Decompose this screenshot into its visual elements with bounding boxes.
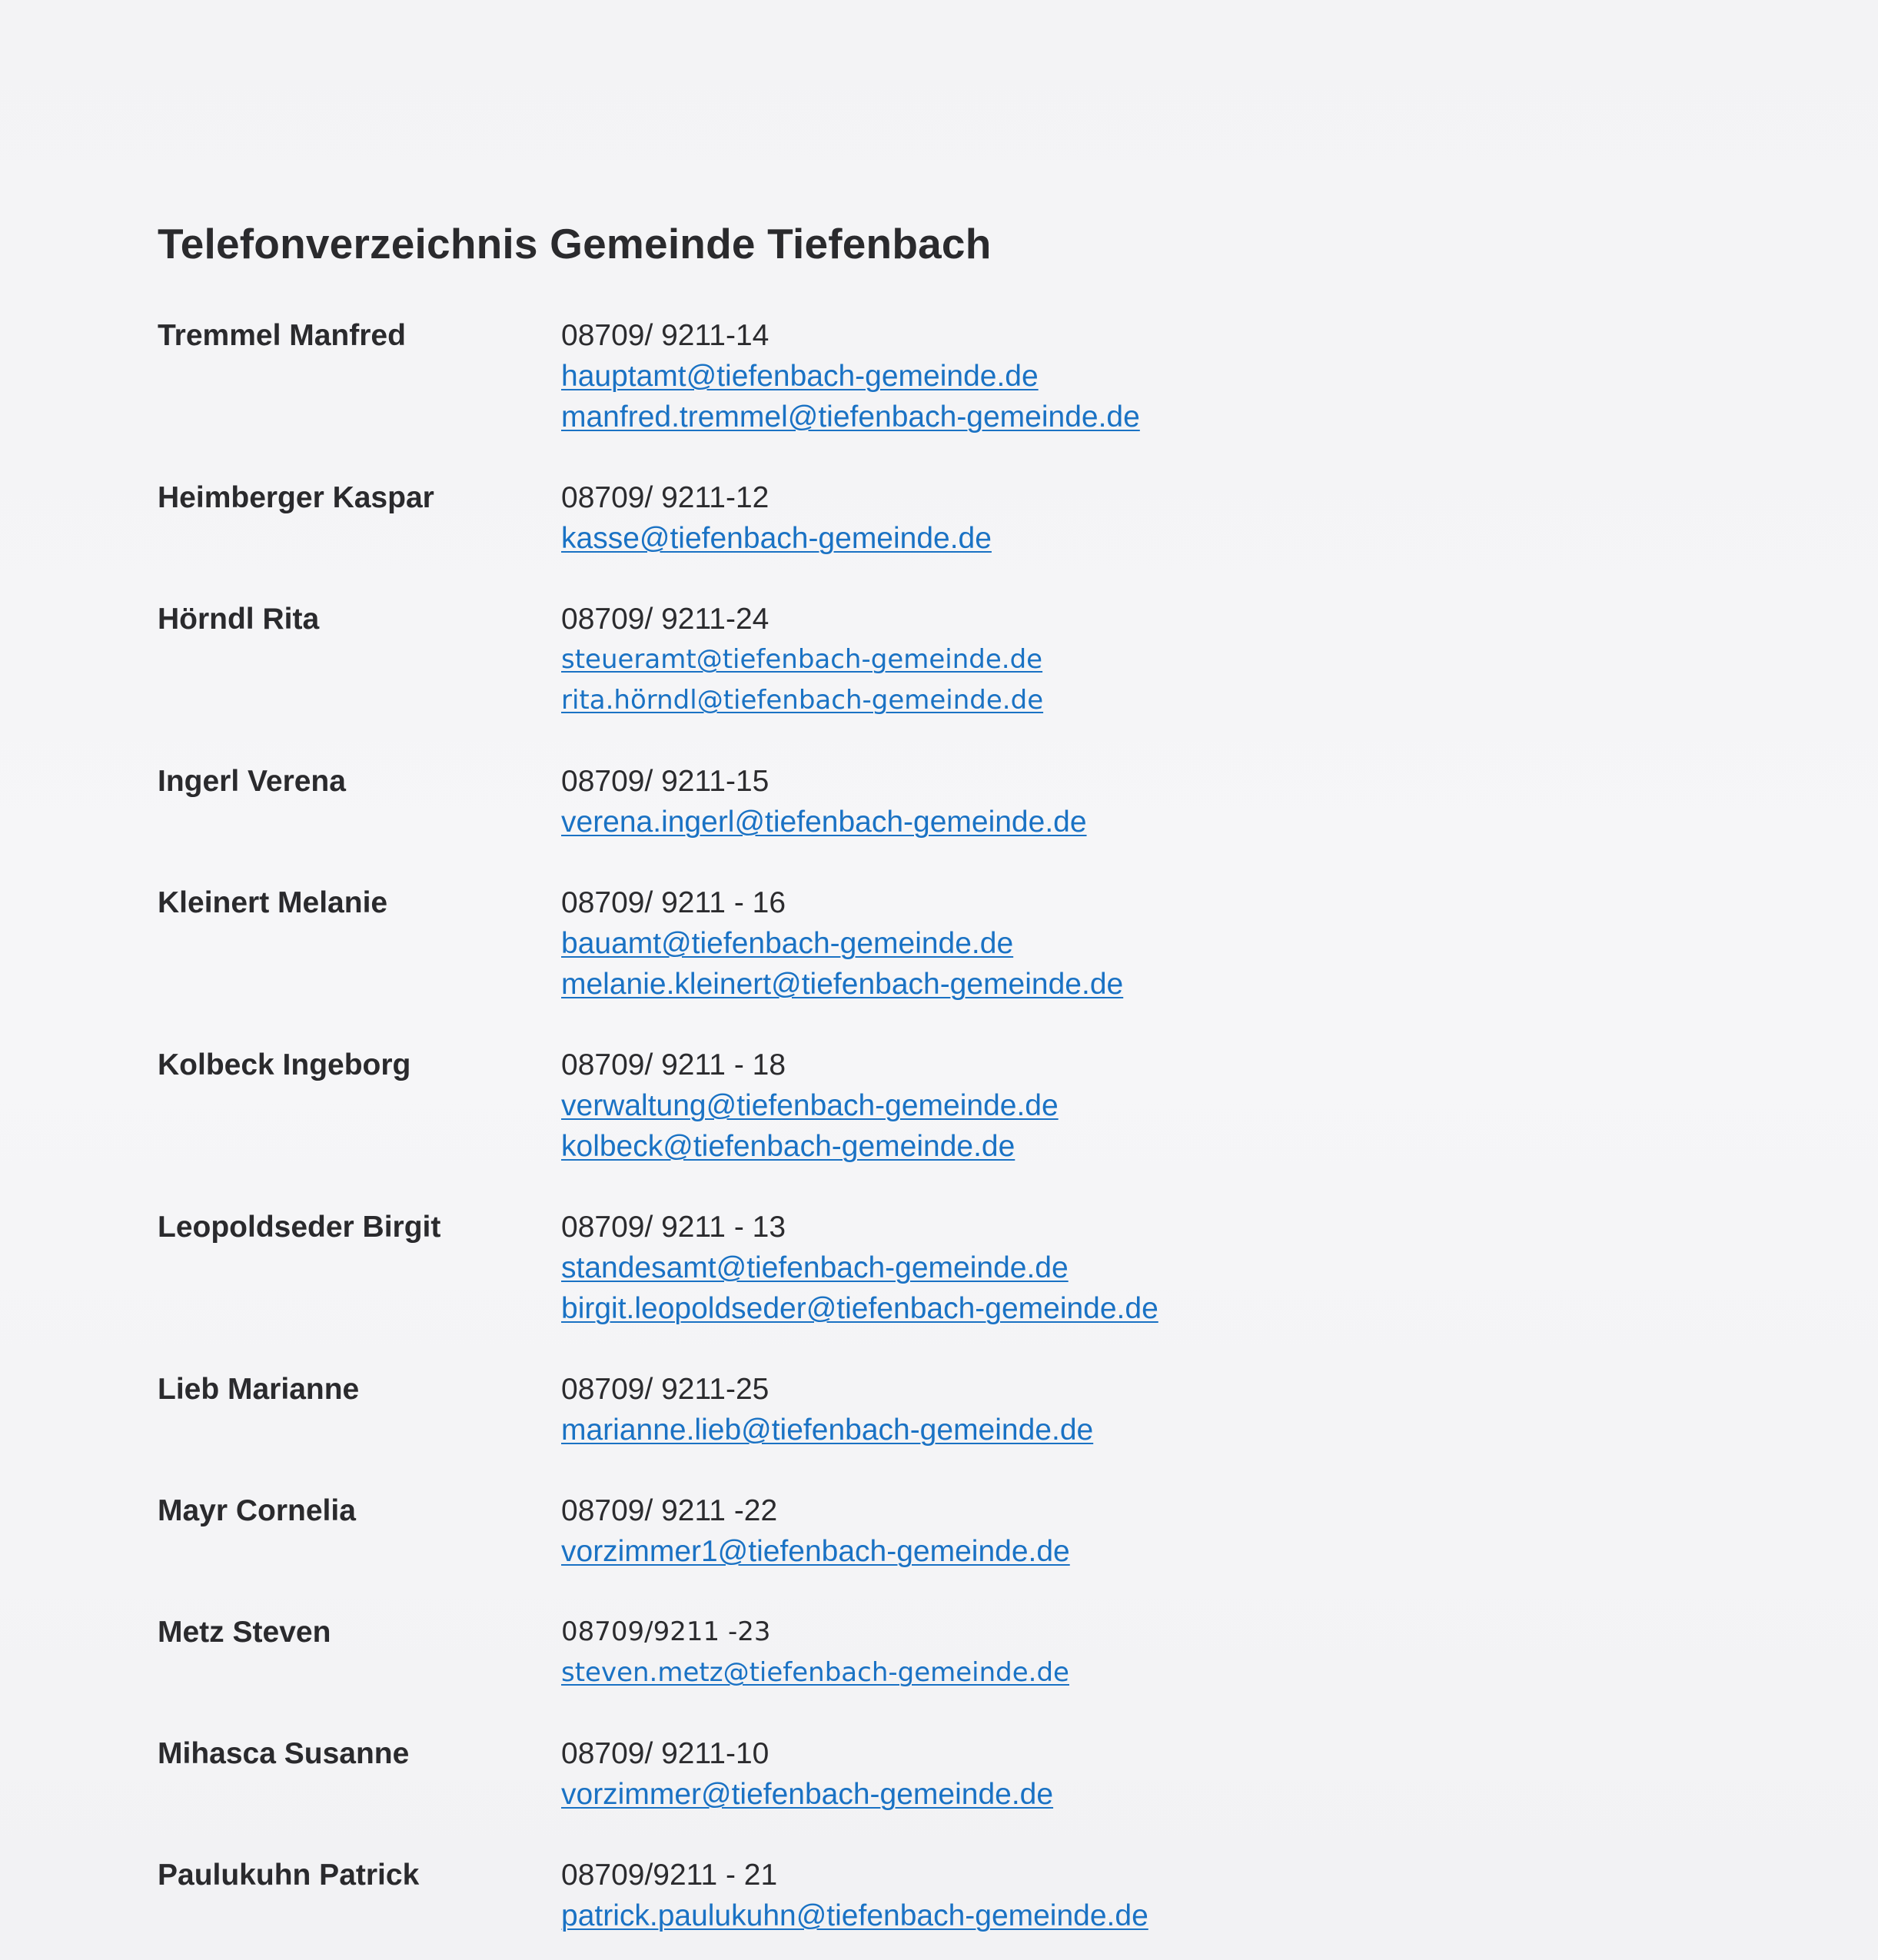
phone-number: 08709/ 9211 - 16 [561,886,786,919]
person-name: Heimberger Kaspar [158,481,434,514]
email-link[interactable]: kolbeck@tiefenbach-gemeinde.de [561,1130,1015,1163]
email-link[interactable]: hauptamt@tiefenbach-gemeinde.de [561,360,1039,393]
contact-details [561,599,1043,721]
directory-entry [158,1207,1618,1329]
directory-entry [158,1855,1618,1936]
directory-entry [158,882,1618,1005]
directory-entry [158,1612,1618,1693]
contact-details [561,1045,1059,1167]
person-name: Ingerl Verena [158,765,346,798]
phone-number: 08709/ 9211-15 [561,765,769,798]
email-link[interactable]: patrick.paulukuhn@tiefenbach-gemeinde.de [561,1899,1148,1932]
email-link[interactable]: kasse@tiefenbach-gemeinde.de [561,522,992,555]
email-link[interactable]: verwaltung@tiefenbach-gemeinde.de [561,1089,1059,1122]
email-link[interactable]: manfred.tremmel@tiefenbach-gemeinde.de [561,400,1140,434]
person-name: Hörndl Rita [158,603,320,636]
email-link[interactable]: standesamt@tiefenbach-gemeinde.de [561,1251,1069,1284]
email-link[interactable]: melanie.kleinert@tiefenbach-gemeinde.de [561,968,1124,1001]
person-name: Metz Steven [158,1616,331,1649]
directory-list [158,315,1618,1936]
phone-number: 08709/9211 - 21 [561,1859,778,1892]
email-link[interactable]: rita.hörndl@tiefenbach-gemeinde.de [561,685,1044,716]
directory-entry [158,1733,1618,1815]
page-title: Telefonverzeichnis Gemeinde Tiefenbach [158,220,992,267]
phone-number: 08709/ 9211-12 [561,481,769,514]
email-link[interactable]: marianne.lieb@tiefenbach-gemeinde.de [561,1414,1094,1447]
email-link[interactable]: verena.ingerl@tiefenbach-gemeinde.de [561,806,1087,839]
phone-number: 08709/ 9211 - 18 [561,1048,786,1081]
contact-details [561,1207,1158,1329]
contact-details [561,315,1140,437]
phone-number: 08709/ 9211-14 [561,319,769,352]
directory-entry [158,599,1618,721]
phone-number: 08709/9211 -23 [561,1616,771,1647]
directory-entry [158,1045,1618,1167]
contact-details [561,1490,1070,1572]
email-link[interactable]: birgit.leopoldseder@tiefenbach-gemeinde.de [561,1292,1158,1325]
contact-details [561,1612,1069,1693]
phone-number: 08709/ 9211-24 [561,603,769,636]
contact-details [561,882,1123,1005]
person-name: Paulukuhn Patrick [158,1859,420,1892]
email-link[interactable]: steven.metz@tiefenbach-gemeinde.de [561,1657,1069,1688]
person-name: Tremmel Manfred [158,319,406,352]
directory-entry [158,315,1618,437]
email-link[interactable]: vorzimmer1@tiefenbach-gemeinde.de [561,1535,1070,1568]
directory-entry [158,1369,1618,1450]
phone-number: 08709/ 9211 - 13 [561,1211,786,1244]
contact-details [561,1733,1053,1815]
person-name: Mihasca Susanne [158,1737,410,1770]
person-name: Lieb Marianne [158,1373,360,1406]
email-link[interactable]: vorzimmer@tiefenbach-gemeinde.de [561,1778,1054,1811]
phone-number: 08709/ 9211 -22 [561,1494,778,1527]
person-name: Kolbeck Ingeborg [158,1048,411,1081]
phone-number: 08709/ 9211-25 [561,1373,769,1406]
contact-details [561,761,1087,842]
person-name: Kleinert Melanie [158,886,388,919]
directory-entry [158,761,1618,842]
person-name: Mayr Cornelia [158,1494,356,1527]
directory-entry [158,1490,1618,1572]
email-link[interactable]: bauamt@tiefenbach-gemeinde.de [561,927,1014,960]
phone-number: 08709/ 9211-10 [561,1737,769,1770]
person-name: Leopoldseder Birgit [158,1211,441,1244]
contact-details [561,1369,1093,1450]
directory-entry [158,477,1618,559]
contact-details [561,1855,1148,1936]
contact-details [561,477,992,559]
email-link[interactable]: steueramt@tiefenbach-gemeinde.de [561,644,1043,675]
